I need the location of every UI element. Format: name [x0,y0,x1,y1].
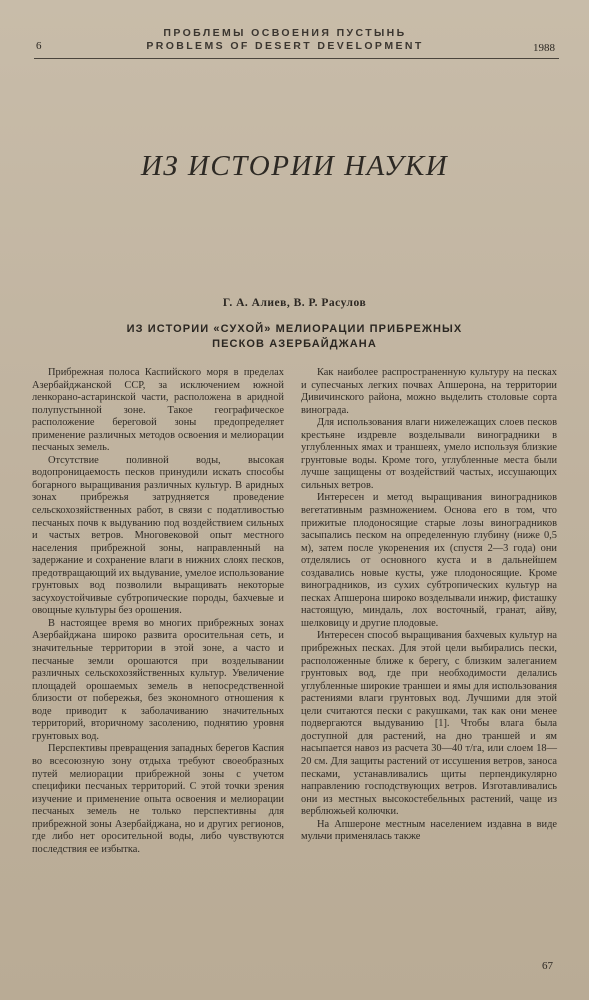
paragraph: Как наиболее распространенную культуру на песках и супесчаных легких почвах Апшерона, на территории Дивичинского района, можно выделить столовые сорта винограда. [301,367,557,416]
header-divider [34,58,559,59]
journal-title-en: PROBLEMS OF DESERT DEVELOPMENT [146,40,424,52]
journal-year: 1988 [533,42,555,54]
section-title: ИЗ ИСТОРИИ НАУКИ [140,150,449,182]
paragraph: Для использования влаги нижележащих слоев песков крестьяне издревле возделывали виноградники в углубленных ямах и траншеях, умело используя близкие грунтовые воды. Кроме того, углубленные места были лучше защищены от воздействий частых, иссушающих сильных ветров. [301,417,557,491]
page-number-right: 67 [542,960,553,972]
paragraph: Перспективы превращения западных берегов Каспия во всесоюзную зону отдыха требуют своеобразных путей мелиорации прибрежной зоны с учетом специфики песчаных территорий. С этой точки зрения изучение и применение опыта освоения и мелиорации песчаных земель не только перспективны для прибрежной зоны Азербайджана, но и других регионов, где либо нет оросительной воды, либо чувствуются последствия ее избытка. [32,743,284,855]
paragraph: Отсутствие поливной воды, высокая водопроницаемость песков принудили искать способы богарного выращивания различных культур. В аридных зонах прибрежья затрудняется проведение сельскохозяйственных работ, в связи с податливостью песчаных почв к выдуванию под воздействием сильных и частых ветров. Многовековой опыт местного населения прибрежной зоны, направленный на задержание и сохранение влаги в нижних слоях песков, предотвращающий их выдувание, умелое использование грунтовых вод позволили выращивать некоторые засухоустойчивые субтропические породы, бахчевые и овощные культуры без орошения. [32,454,284,617]
article-title [60,322,529,352]
page-number-left: 6 [36,40,42,52]
paragraph: На Апшероне местным населением издавна в виде мульчи применялась также [301,818,557,843]
article-title-line: ПЕСКОВ АЗЕРБАЙДЖАНА [212,338,377,350]
journal-title-ru: ПРОБЛЕМЫ ОСВОЕНИЯ ПУСТЫНЬ [163,27,407,39]
right-text-column [301,367,557,844]
paragraph: Прибрежная полоса Каспийского моря в пределах Азербайджанской ССР, за исключением южной ленкорано-астаринской части, расположена в аридной полупустынной зоне. Такое географическое расположение береговой зоны предопределяет применение различных методов освоения и мелиорации песчаных земель. [32,367,284,454]
paragraph: В настоящее время во многих прибрежных зонах Азербайджана широко развита оросительная сеть, и значительные территории в этой зоне, а часто и песчаные земли орошаются при возделывании различных сельскохозяйственных культур. Увеличение площадей орошаемых земель в непосредственной близости от побережья, без экономного отношения к воде приводит к заболачиванию значительных территорий, вторичному засолению, поднятию уровня грунтовых вод. [32,617,284,742]
paragraph: Интересен и метод выращивания виноградников вегетативным размножением. Основа его в том, что прижитые плодоносящие старые лозы виноградников засыпались песком на определенную глубину (ниже 0,5 м), затем после укоренения их (спустя 2—3 года) они отделялись от основного куста и в дальнейшем создавались новые кусты, уже плодоносящие. Кроме виноградников, из сухих субтропических культур на песках Апшерона широко возделывали инжир, фисташку настоящую, миндаль, лох восточный, гранат, айву, шелковицу и другие плодовые. [301,492,557,629]
paragraph: Интересен способ выращивания бахчевых культур на прибрежных песках. Для этой цели выбирались пески, расположенные ближе к берегу, с близким залеганием грунтовых вод, где при необходимости делались углубленные широкие траншеи и ямы для использования растениями влаги грунтовых вод. Лучшими для этой цели считаются пески с ракушками, так как они менее подвергаются выдуванию [1]. Чтобы влага была доступной для растений, на дно траншей и ям насыпается навоз из расчета 30—40 т/га, или слоем 18—20 см. Для защиты растений от иссушения ветров, заноса песками, устанавливались щиты перпендикулярно направлению господствующих ветров. Изготавливались они из местных высокостебельных растений, чаще из верблюжьей колючки. [301,630,557,818]
left-text-column [32,367,284,856]
article-authors: Г. А. Алиев, В. Р. Расулов [222,297,367,309]
article-title-line: ИЗ ИСТОРИИ «СУХОЙ» МЕЛИОРАЦИИ ПРИБРЕЖНЫХ [126,323,463,335]
